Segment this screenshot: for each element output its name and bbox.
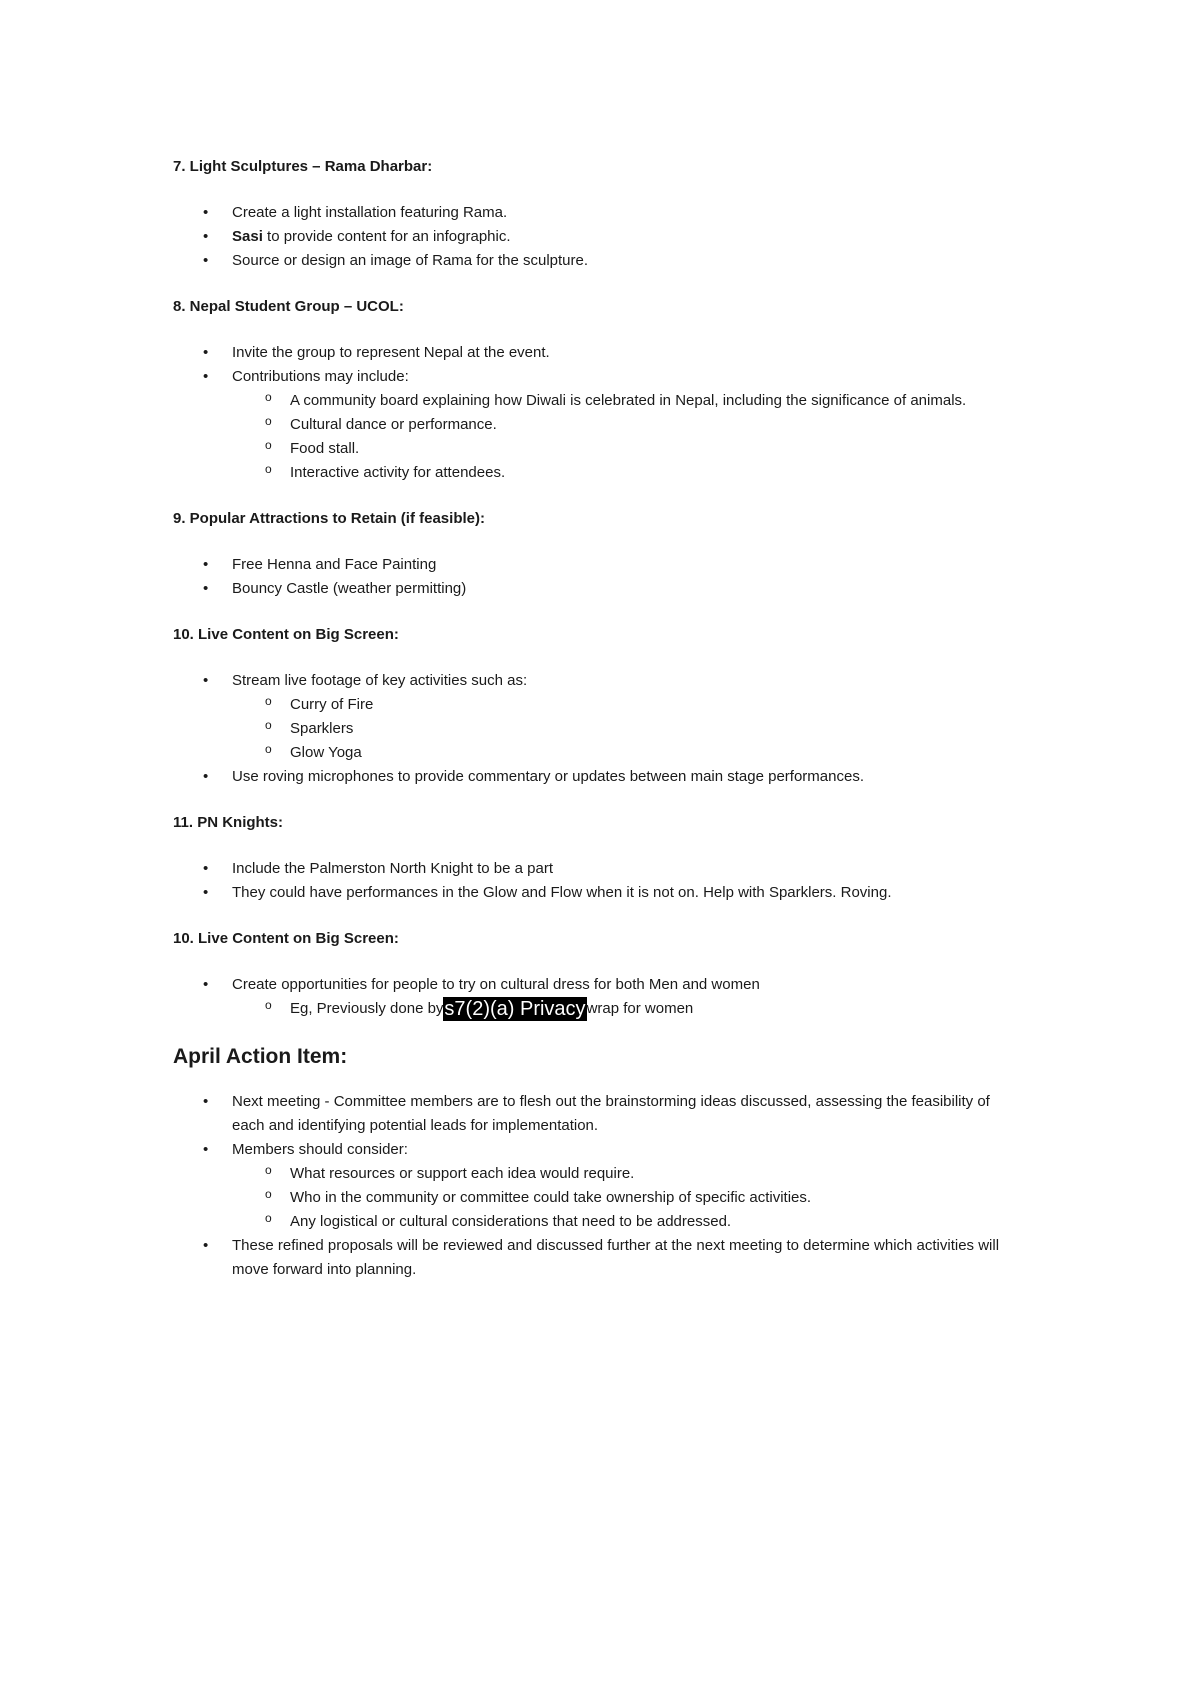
- list-item-text: Members should consider:: [232, 1141, 408, 1159]
- document-body: [173, 155, 1023, 1304]
- bullet-list: [173, 201, 1023, 273]
- section-title: 8. Nepal Student Group – UCOL:: [173, 298, 404, 315]
- bold-name: Sasi: [232, 228, 263, 245]
- bullet-list: [173, 973, 1023, 1021]
- section-title: 7. Light Sculptures – Rama Dharbar:: [173, 158, 433, 175]
- list-item: [173, 669, 1023, 765]
- list-item: • Source or design an image of Rama for the sculpture.: [173, 249, 1023, 273]
- sub-list-item: o What resources or support each idea would require.: [232, 1162, 1023, 1186]
- sub-list: [232, 389, 1023, 485]
- action-heading: April Action Item:: [173, 1045, 348, 1068]
- list-item: • Next meeting - Committee members are to flesh out the brainstorming ideas discussed, assessing the feasibility of each and identifying potential leads for implementation.: [173, 1090, 1023, 1138]
- list-item: [173, 1138, 1023, 1234]
- bullet-list: [173, 553, 1023, 601]
- bullet-list: [173, 1090, 1023, 1282]
- list-item: • Bouncy Castle (weather permitting): [173, 577, 1023, 601]
- sub-list-item: o Food stall.: [232, 437, 1023, 461]
- sub-list-item: [232, 997, 1023, 1021]
- list-item: • Free Henna and Face Painting: [173, 553, 1023, 577]
- sub-list-item: o Cultural dance or performance.: [232, 413, 1023, 437]
- redacted-line-after: wrap for women: [586, 1000, 694, 1017]
- list-item-text: Stream live footage of key activities such as:: [232, 672, 528, 689]
- redaction-box: s7(2)(a) Privacy: [444, 998, 586, 1020]
- sub-list-item: o A community board explaining how Diwali is celebrated in Nepal, including the significance of animals.: [232, 389, 1023, 413]
- list-item: • These refined proposals will be reviewed and discussed further at the next meeting to determine which activities will move forward into planning.: [173, 1234, 1023, 1282]
- sub-list-item: o Any logistical or cultural considerations that need to be addressed.: [232, 1210, 1023, 1234]
- list-item: [173, 365, 1023, 485]
- sub-list-item: o Glow Yoga: [232, 741, 1023, 765]
- list-item-text: Create opportunities for people to try on cultural dress for both Men and women: [232, 976, 760, 993]
- bullet-list: [173, 857, 1023, 905]
- sub-list-item: o Who in the community or committee could take ownership of specific activities.: [232, 1186, 1023, 1210]
- list-item-text: Contributions may include:: [232, 368, 409, 385]
- section-title: 10. Live Content on Big Screen:: [173, 626, 399, 643]
- list-item: • Invite the group to represent Nepal at the event.: [173, 341, 1023, 365]
- sub-list: [232, 693, 1023, 765]
- section-title: 10. Live Content on Big Screen:: [173, 930, 399, 947]
- list-item: • Include the Palmerston North Knight to be a part: [173, 857, 1023, 881]
- bullet-list: [173, 341, 1023, 485]
- list-item: • They could have performances in the Glow and Flow when it is not on. Help with Sparklers. Roving.: [173, 881, 1023, 905]
- sub-list: [232, 997, 1023, 1021]
- list-item: • Create a light installation featuring Rama.: [173, 201, 1023, 225]
- sub-list: [232, 1162, 1023, 1234]
- sub-list-item: o Curry of Fire: [232, 693, 1023, 717]
- bullet-list: [173, 669, 1023, 789]
- redacted-line-before: Eg, Previously done by: [290, 1000, 444, 1017]
- sub-list-item: o Interactive activity for attendees.: [232, 461, 1023, 485]
- section-title: 9. Popular Attractions to Retain (if feasible):: [173, 510, 485, 527]
- list-item: • Use roving microphones to provide commentary or updates between main stage performances.: [173, 765, 1023, 789]
- list-item: [173, 225, 1023, 249]
- list-item-text: to provide content for an infographic.: [262, 228, 511, 245]
- sub-list-item: o Sparklers: [232, 717, 1023, 741]
- section-title: 11. PN Knights:: [173, 814, 284, 831]
- list-item: [173, 973, 1023, 1021]
